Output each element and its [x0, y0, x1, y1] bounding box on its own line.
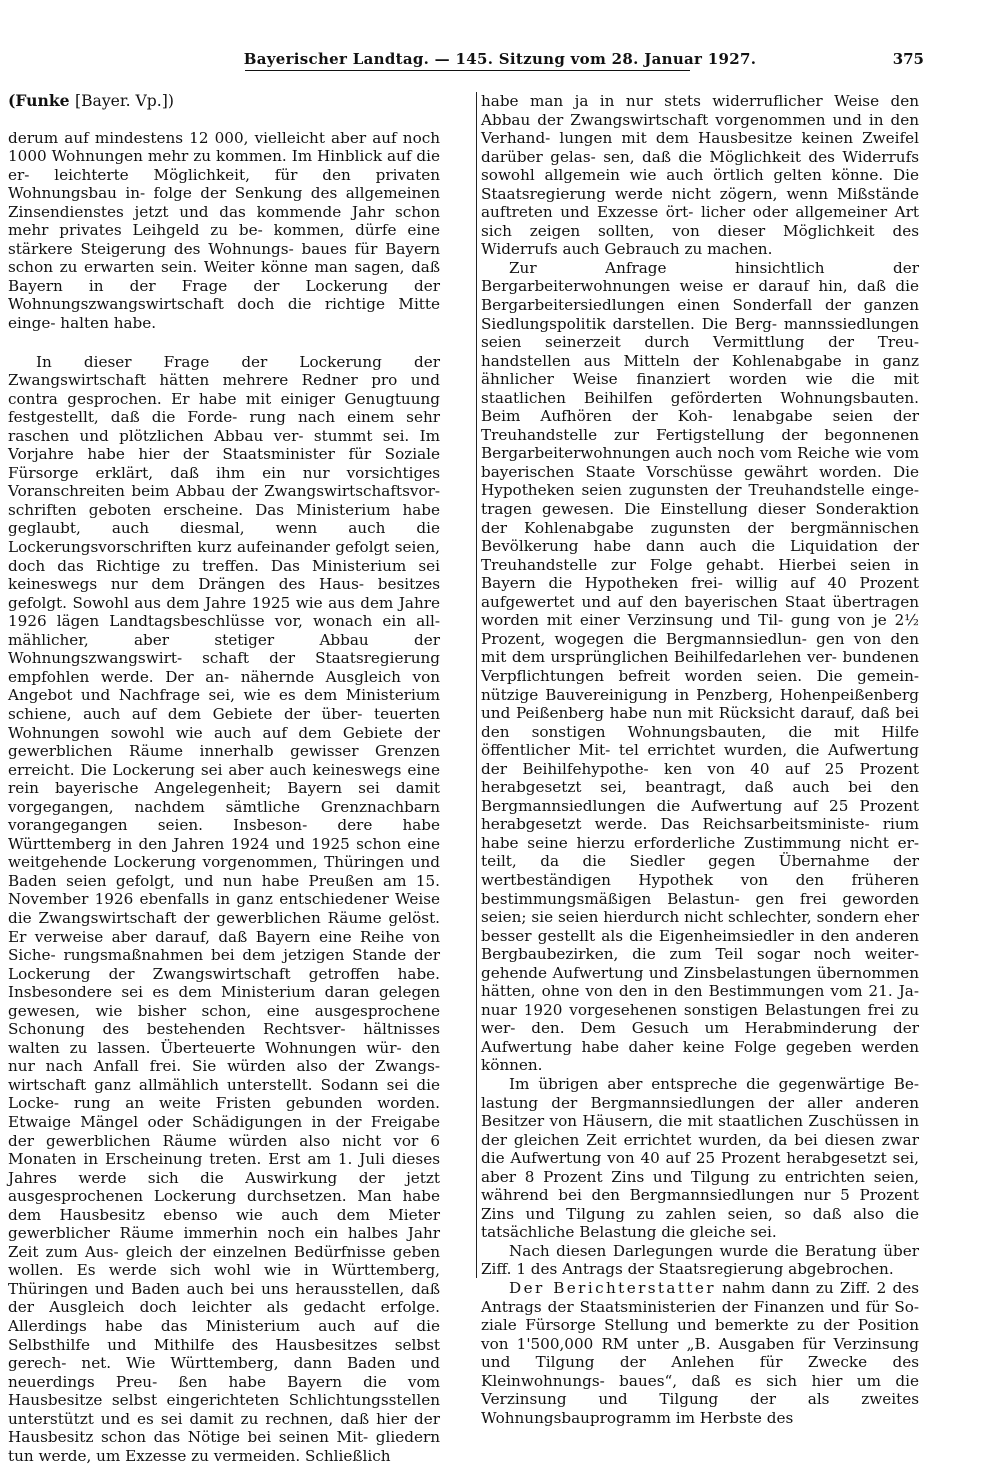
header-underline [245, 70, 690, 71]
running-title: Bayerischer Landtag. — 145. Sitzung vom 28. Januar 1927. [243, 50, 757, 68]
paragraph: derum auf mindestens 12 000, vielleicht aber auf noch 1000 Wohnungen mehr zu kommen. Im Hinblick auf die er- leichterte Möglichkeit, für den privaten Wohnungsbau in- folge der Senkung des allgemeinen Zinsendienstes jetzt und das kommende Jahr schon mehr privates Leihgeld zu be- kommen, dürfe eine stärkere Steigerung des Wohnungs- baues für Bayern schon zu erwarten sein. Weiter könne man sagen, daß Bayern in der Frage der Lockerung der Wohnungszwangswirtschaft doch die richtige Mitte einge- halten habe. [8, 128, 440, 333]
speaker-label [8, 92, 440, 111]
page-number: 375 [892, 50, 924, 68]
paragraph: Zur Anfrage hinsichtlich der Bergarbeiterwohnungen weise er darauf hin, daß die Bergarbeitersiedlungen einen Sonderfall der ganzen Siedlungspolitik darstellen. Die Berg- mannssiedlungen seien seinerzeit durch Vermittlung der Treu- handstellen aus Mitteln der Kohlenabgabe in ganz ähnlicher Weise finanziert worden wie die mit staatlichen Beihilfen geförderten Wohnungsbauten. Beim Aufhören der Koh- lenabgabe seien der Treuhandstelle zur Fertigstellung der begonnenen Bergarbeiterwohnungen auch noch vom Reiche wie vom bayerischen Staate Vorschüsse gewährt worden. Die Hypotheken seien zugunsten der Treuhandstelle einge- tragen gewesen. Die Einstellung dieser Sonderaktion der Kohlenabgabe zugunsten der bergmännischen Bevölkerung habe dann auch die Liquidation der Treuhandstelle zur Folge gehabt. Hierbei seien in Bayern die Hypotheken frei- willig auf 40 Prozent aufgewertet und auf den bayerischen Staat übertragen worden mit einer Verzinsung und Til- gung von je 2½ Prozent, wogegen die Bergmannsiedlun- gen von den mit dem ursprünglichen Beihilfedarlehen ver- bundenen Verpflichtungen befreit worden seien. Die gemein- nützige Bauvereinigung in Penzberg, Hohenpeißenberg und Peißenberg habe nun mit Rücksicht darauf, daß bei den sonstigen Wohnungsbauten, die mit Hilfe öffentlicher Mit- tel errichtet wurden, die Aufwertung der Beihilfehypothe- ken von 40 auf 25 Prozent herabgesetzt sei, beantragt, daß auch bei den Bergmannsiedlungen die Aufwertung auf 25 Prozent herabgesetzt werde. Das Reichsarbeitsministe- rium habe seine hierzu erforderliche Zustimmung nicht er- teilt, da die Siedler gegen Übernahme der wertbeständigen Hypothek von den früheren bestimmungsmäßigen Belastun- gen frei geworden seien; sie seien hierdurch nicht schlechter, sondern eher besser gestellt als die Eigenheimsiedler in den anderen Bergbaubezirken, die zum Teil sogar noch weiter- gehende Aufwertung und Zinsbelastungen übernommen hätten, ohne von den in den Bestimmungen vom 21. Ja- nuar 1920 vorgesehenen sonstigen Belastungen frei zu wer- den. Dem Gesuch um Herabminderung der Aufwertung habe daher keine Folge gegeben werden können. [481, 258, 919, 1075]
left-column [8, 92, 440, 1465]
paragraph-text: nahm dann zu Ziff. 2 des Antrags der Staatsministerien der Finanzen und für So- ziale Fürsorge Stellung und bemerkte zu der Position von 1'500,000 RM unter „B. Ausgaben für Verzinsung und Tilgung der Anlehen für Zwecke des Kleinwohnungs- baues“, daß es sich hier um die Verzinsung und Tilgung der als zweites Wohnungsbauprogramm im Herbste des [481, 1279, 919, 1427]
paragraph: Im übrigen aber entspreche die gegenwärtige Be- lastung der Bergmannsiedlungen der aller anderen Besitzer von Häusern, die mit staatlichen Zuschüssen in der gleichen Zeit errichtet wurden, da bei diesen zwar die Aufwertung von 40 auf 25 Prozent herabgesetzt sei, aber 8 Prozent Zins und Tilgung zu entrichten seien, während bei den Bergmannsiedlungen nur 5 Prozent Zins und Tilgung zu zahlen seien, so daß also die tatsächliche Belastung die gleiche sei. [481, 1074, 919, 1242]
speaker-party: [Bayer. Vp.]) [75, 92, 174, 110]
paragraph: Nach diesen Darlegungen wurde die Beratung über Ziff. 1 des Antrags der Staatsregierung abgebrochen. [481, 1241, 919, 1279]
paragraph: In dieser Frage der Lockerung der Zwangswirtschaft hätten mehrere Redner pro und contra gesprochen. Er habe mit einiger Genugtuung festgestellt, daß die Forde- rung nach einem sehr raschen und plötzlichen Abbau ver- stummt sei. Im Vorjahre habe hier der Staatsminister für Soziale Fürsorge erklärt, daß ihm ein nur vorsichtiges Voranschreiten beim Abbau der Zwangswirtschaftsvor- schriften geboten erscheine. Das Ministerium habe geglaubt, auch diesmal, wenn auch die Lockerungsvorschriften kurz aufeinander gefolgt seien, doch das Richtige zu treffen. Das Ministerium sei keineswegs nur dem Drängen des Haus- besitzes gefolgt. Sowohl aus dem Jahre 1925 wie aus dem Jahre 1926 lägen Landtagsbeschlüsse vor, wonach ein all- mählicher, aber stetiger Abbau der Wohnungszwangswirt- schaft der Staatsregierung empfohlen werde. Der an- nähernde Ausgleich von Angebot und Nachfrage sei, wie es dem Ministerium schiene, auch auf dem Gebiete der über- teuerten Wohnungen sowohl wie auch auf dem Gebiete der gewerblichen Räume innerhalb gewisser Grenzen erreicht. Die Lockerung sei aber auch keineswegs eine rein bayerische Angelegenheit; Bayern sei damit vorgegangen, nachdem sämtliche Grenznachbarn vorangegangen seien. Insbeson- dere habe Württemberg in den Jahren 1924 und 1925 schon eine weitgehende Lockerung vorgenommen, Thüringen und Baden seien gefolgt, und nun habe Preußen am 15. November 1926 ebenfalls in ganz entschiedener Weise die Zwangswirtschaft der gewerblichen Räume gelöst. Er verweise aber darauf, daß Bayern eine Reihe von Siche- rungsmaßnahmen bei dem jetzigen Stande der Lockerung der Zwangswirtschaft getroffen habe. Insbesondere sei es dem Ministerium daran gelegen gewesen, wie bisher schon, eine ausgesprochene Schonung des bestehenden Rechtsver- hältnisses walten zu lassen. Überteuerte Wohnungen wür- den nur nach Anfall frei. Sie würden also der Zwangs- wirtschaft ganz allmählich unterstellt. Sodann sei die Locke- rung an weite Fristen gebunden worden. Etwaige Mängel oder Schädigungen in der Freigabe der gewerblichen Räume würden also nicht vor 6 Monaten in Erscheinung treten. Erst am 1. Juli dieses Jahres werde sich die Auswirkung der jetzt ausgesprochenen Lockerung durchsetzen. Man habe dem Hausbesitz ebenso wie auch dem Mieter gewerblicher Räume immerhin noch ein halbes Jahr Zeit zum Aus- gleich der einzelnen Bedürfnisse geben wollen. Es werde sich wohl wie in Württemberg, Thüringen und Baden auch bei uns herausstellen, daß der Ausgleich doch leichter als gedacht erfolge. Allerdings habe das Ministerium auch auf die Selbsthilfe und Mithilfe des Hausbesitzes selbst gerech- net. Wie Württemberg, dann Baden und neuerdings Preu- ßen habe Bayern die vom Hausbesitze selbst eingerichteten Schlichtungsstellen unterstützt und es sei damit zu rechnen, daß hier der Hausbesitz schon das Nötige bei seinen Mit- gliedern tun werde, um Exzesse zu vermeiden. Schließlich [8, 352, 440, 1465]
speaker-name: (Funke [8, 91, 70, 110]
rapporteur-label: Der Berichterstatter [509, 1279, 716, 1297]
right-column [481, 92, 919, 1427]
paragraph [481, 1279, 919, 1427]
paragraph: habe man ja in nur stets widerruflicher Weise den Abbau der Zwangswirtschaft vorgenommen und in den Verhand- lungen mit dem Hausbesitze keinen Zweifel darüber gelas- sen, daß die Möglichkeit des Widerrufs sowohl allgemein wie auch örtlich gelten könne. Die Staatsregierung werde nicht zögern, wenn Mißstände auftreten und Exzesse ört- licher oder allgemeiner Art sich zeigen sollten, von dieser Möglichkeit des Widerrufs auch Gebrauch zu machen. [481, 92, 919, 259]
column-divider [476, 92, 477, 1278]
running-header [0, 50, 1000, 72]
